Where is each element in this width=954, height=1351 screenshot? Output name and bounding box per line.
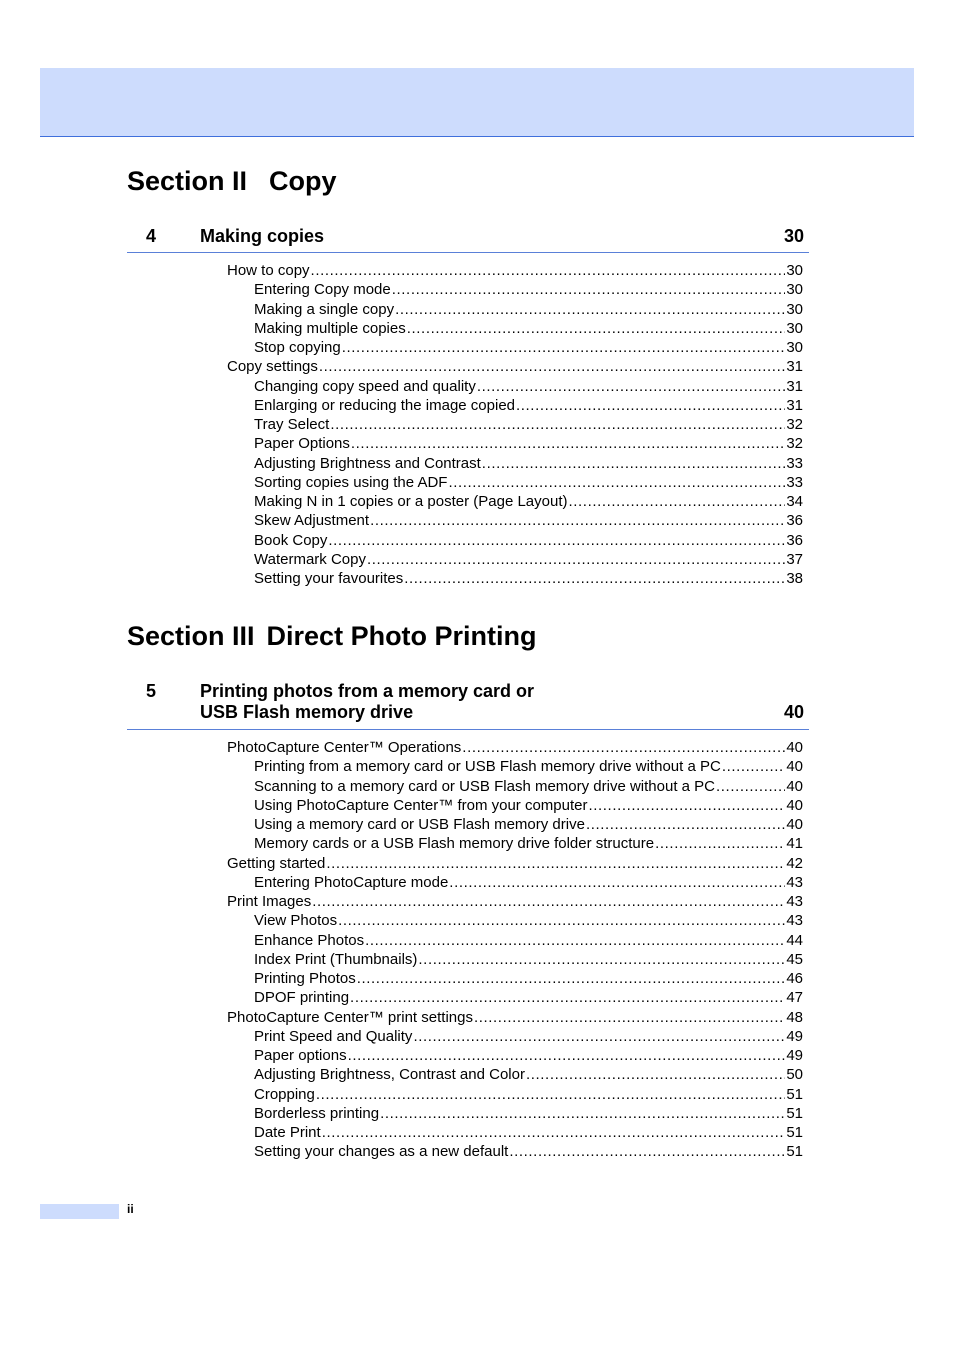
- toc-entry[interactable]: [254, 1142, 803, 1161]
- section-title-copy: [127, 166, 337, 197]
- toc-entry-page: 40: [786, 816, 803, 833]
- toc-entry-label: Watermark Copy: [254, 550, 366, 568]
- toc-entry-page: 33: [786, 473, 803, 491]
- toc-entry[interactable]: [254, 319, 803, 338]
- toc-entry-label: Making multiple copies: [254, 319, 406, 337]
- toc-entry[interactable]: [227, 261, 803, 280]
- chapter-title-line-1: Printing photos from a memory card or: [200, 681, 535, 701]
- dot-leader: [330, 415, 785, 434]
- toc-entry-page: 41: [786, 835, 803, 853]
- toc-entry-page: 51: [786, 1085, 803, 1103]
- toc-entry[interactable]: [254, 1027, 803, 1046]
- toc-entry[interactable]: [254, 454, 803, 473]
- toc-entry-label: Setting your changes as a new default: [254, 1143, 509, 1161]
- toc-entry[interactable]: [254, 300, 803, 319]
- toc-entry-label: Stop copying: [254, 339, 341, 356]
- chapter-number: 5: [146, 681, 157, 701]
- toc-entry-page: 51: [786, 1143, 803, 1161]
- toc-entry-label: Using a memory card or USB Flash memory drive: [254, 816, 585, 833]
- toc-entry[interactable]: [254, 1123, 803, 1142]
- toc-entry[interactable]: [254, 569, 803, 588]
- toc-entry-label: Adjusting Brightness, Contrast and Color: [254, 1066, 525, 1084]
- toc-entry[interactable]: [254, 1104, 803, 1123]
- toc-entry[interactable]: [254, 911, 803, 930]
- toc-entry-page: 33: [786, 454, 803, 472]
- chapter-page: 30: [783, 226, 804, 246]
- dot-leader: [407, 319, 786, 338]
- dot-leader: [326, 854, 785, 873]
- dot-leader: [342, 338, 786, 357]
- toc-entry[interactable]: [227, 854, 803, 873]
- dot-leader: [367, 550, 785, 569]
- toc-entry-label: View Photos: [254, 912, 338, 930]
- section-name: Copy: [269, 166, 337, 196]
- dot-leader: [588, 796, 785, 815]
- toc-entry-label: Making a single copy: [254, 300, 395, 318]
- dot-leader: [316, 1085, 785, 1104]
- toc-entry[interactable]: [254, 473, 803, 492]
- toc-entry-page: 40: [786, 777, 803, 795]
- toc-entry-page: 46: [786, 970, 803, 987]
- toc-entry-page: 45: [786, 950, 803, 968]
- dot-leader: [477, 377, 785, 396]
- toc-entry-label: Index Print (Thumbnails): [254, 950, 418, 968]
- dot-leader: [569, 492, 786, 511]
- toc-entry-label: Enlarging or reducing the image copied: [254, 396, 515, 414]
- toc-entry-label: Using PhotoCapture Center™ from your computer: [254, 796, 588, 814]
- chapter-heading-4[interactable]: [127, 226, 809, 253]
- dot-leader: [328, 531, 785, 550]
- toc-entry-label: Entering Copy mode: [254, 281, 391, 299]
- toc-entry-page: 36: [786, 531, 803, 549]
- toc-entry-label: Getting started: [227, 854, 326, 872]
- toc-entry-label: Setting your favourites: [254, 570, 404, 587]
- toc-entry[interactable]: [254, 873, 803, 892]
- dot-leader: [395, 300, 785, 319]
- toc-entry[interactable]: [254, 531, 803, 550]
- toc-entry-page: 30: [786, 300, 803, 318]
- toc-entry-page: 51: [786, 1104, 803, 1122]
- dot-leader: [351, 434, 785, 453]
- toc-entry-label: PhotoCapture Center™ print settings: [227, 1008, 473, 1026]
- toc-entry-label: How to copy: [227, 262, 310, 279]
- toc-entry-label: Enhance Photos: [254, 931, 365, 949]
- dot-leader: [357, 969, 786, 988]
- toc-entry-page: 36: [786, 512, 803, 530]
- dot-leader: [348, 1046, 786, 1065]
- toc-entry[interactable]: [254, 1046, 803, 1065]
- toc-entry[interactable]: [254, 815, 803, 834]
- toc-entry-label: Adjusting Brightness and Contrast: [254, 454, 481, 472]
- toc-entry-page: 30: [786, 281, 803, 299]
- section-title-direct-photo-printing: [127, 621, 537, 652]
- toc-entry[interactable]: [254, 796, 803, 815]
- chapter-page: 40: [783, 702, 804, 722]
- toc-entry[interactable]: [227, 892, 803, 911]
- toc-entry-label: Changing copy speed and quality: [254, 377, 476, 395]
- dot-leader: [448, 473, 785, 492]
- toc-entry[interactable]: [254, 988, 803, 1007]
- header-band: [40, 68, 914, 137]
- toc-entry[interactable]: [254, 492, 803, 511]
- dot-leader: [312, 892, 785, 911]
- toc-entry-label: Paper Options: [254, 435, 350, 453]
- dot-leader: [418, 950, 785, 969]
- dot-leader: [392, 280, 786, 299]
- toc-entry-label: Paper options: [254, 1047, 347, 1064]
- toc-entry-page: 34: [786, 493, 803, 510]
- toc-entry-page: 31: [786, 358, 803, 376]
- toc-entry-page: 30: [786, 262, 803, 279]
- dot-leader: [716, 777, 785, 796]
- toc-entry-label: Book Copy: [254, 531, 328, 549]
- toc-entry-page: 43: [786, 893, 803, 910]
- dot-leader: [380, 1104, 785, 1123]
- section-label: Section II: [127, 166, 248, 196]
- toc-entry-label: Memory cards or a USB Flash memory drive folder structure: [254, 835, 655, 853]
- toc-entry-label: Scanning to a memory card or USB Flash memory drive without a PC: [254, 777, 716, 795]
- dot-leader: [350, 988, 785, 1007]
- dot-leader: [474, 1008, 785, 1027]
- toc-entry-label: PhotoCapture Center™ Operations: [227, 739, 462, 756]
- toc-entry-label: Tray Select: [254, 416, 330, 433]
- dot-leader: [338, 911, 785, 930]
- dot-leader: [516, 396, 785, 415]
- toc-entry[interactable]: [254, 931, 803, 950]
- section-label: Section III: [127, 621, 255, 651]
- dot-leader: [311, 261, 786, 280]
- dot-leader: [722, 757, 786, 776]
- toc-entry[interactable]: [254, 757, 803, 776]
- toc-entry[interactable]: [254, 434, 803, 453]
- toc-entry[interactable]: [227, 1008, 803, 1027]
- toc-entry-page: 43: [786, 873, 803, 891]
- toc-entry-page: 30: [786, 339, 803, 356]
- toc-entry-label: Print Images: [227, 893, 312, 910]
- dot-leader: [655, 834, 785, 853]
- chapter-title: Making copies: [200, 226, 325, 246]
- toc-entry[interactable]: [254, 511, 803, 530]
- footer-band: [40, 1204, 119, 1219]
- toc-entry-label: Printing from a memory card or USB Flash memory drive without a PC: [254, 758, 721, 776]
- toc-entry[interactable]: [254, 1085, 803, 1104]
- toc-entry-label: Borderless printing: [254, 1104, 380, 1122]
- toc-entry[interactable]: [254, 338, 803, 357]
- toc-entry-page: 47: [786, 989, 803, 1007]
- toc-entry-label: Skew Adjustment: [254, 512, 370, 530]
- section-name: Direct Photo Printing: [266, 621, 537, 651]
- footer-page-number: ii: [127, 1202, 134, 1216]
- toc-entry-label: Making N in 1 copies or a poster (Page Layout): [254, 493, 568, 510]
- toc-entry-page: 49: [786, 1047, 803, 1064]
- toc-entry-page: 40: [786, 739, 803, 756]
- toc-entry[interactable]: [227, 738, 803, 757]
- toc-entry-page: 51: [786, 1124, 803, 1141]
- toc-entry-label: Date Print: [254, 1124, 321, 1141]
- dot-leader: [319, 357, 785, 376]
- chapter-number: 4: [146, 226, 157, 246]
- toc-entry-page: 38: [786, 570, 803, 587]
- toc-entry-label: Print Speed and Quality: [254, 1027, 413, 1045]
- toc-entry[interactable]: [254, 377, 803, 396]
- toc-entry-page: 31: [786, 396, 803, 414]
- toc-entry[interactable]: [254, 1065, 803, 1084]
- toc-entry[interactable]: [254, 969, 803, 988]
- chapter-heading-5[interactable]: [127, 681, 809, 730]
- toc-entry-label: Entering PhotoCapture mode: [254, 873, 449, 891]
- toc-entry[interactable]: [254, 415, 803, 434]
- chapter-title-line-2: USB Flash memory drive: [200, 702, 414, 722]
- toc-entry[interactable]: [254, 550, 803, 569]
- toc-entry-page: 42: [786, 854, 803, 872]
- toc-entry[interactable]: [254, 396, 803, 415]
- toc-entry-page: 49: [786, 1027, 803, 1045]
- toc-entry-label: Cropping: [254, 1085, 315, 1103]
- toc-entry-page: 40: [786, 796, 803, 814]
- toc-entry-page: 40: [786, 758, 803, 776]
- toc-entry-label: Printing Photos: [254, 970, 356, 987]
- toc-entry-label: DPOF printing: [254, 989, 350, 1007]
- dot-leader: [404, 569, 785, 588]
- toc-entry-page: 32: [786, 435, 803, 453]
- dot-leader: [449, 873, 785, 892]
- dot-leader: [322, 1123, 786, 1142]
- toc-entry-page: 43: [786, 912, 803, 930]
- toc-entry-label: Copy settings: [227, 358, 318, 376]
- toc-entry[interactable]: [254, 777, 803, 796]
- toc-entry-page: 30: [786, 319, 803, 337]
- toc-entry[interactable]: [227, 357, 803, 376]
- toc-entry[interactable]: [254, 834, 803, 853]
- toc-entry-label: Sorting copies using the ADF: [254, 473, 448, 491]
- dot-leader: [462, 738, 785, 757]
- dot-leader: [526, 1065, 785, 1084]
- toc-entry[interactable]: [254, 950, 803, 969]
- toc-entry-page: 31: [786, 377, 803, 395]
- dot-leader: [586, 815, 785, 834]
- toc-entry-page: 50: [786, 1066, 803, 1084]
- toc-entry-page: 48: [786, 1008, 803, 1026]
- toc-entry-page: 32: [786, 416, 803, 433]
- dot-leader: [509, 1142, 785, 1161]
- toc-entry-page: 44: [786, 931, 803, 949]
- dot-leader: [413, 1027, 785, 1046]
- dot-leader: [365, 931, 785, 950]
- toc-entry[interactable]: [254, 280, 803, 299]
- toc-entry-page: 37: [786, 550, 803, 568]
- dot-leader: [482, 454, 786, 473]
- dot-leader: [370, 511, 785, 530]
